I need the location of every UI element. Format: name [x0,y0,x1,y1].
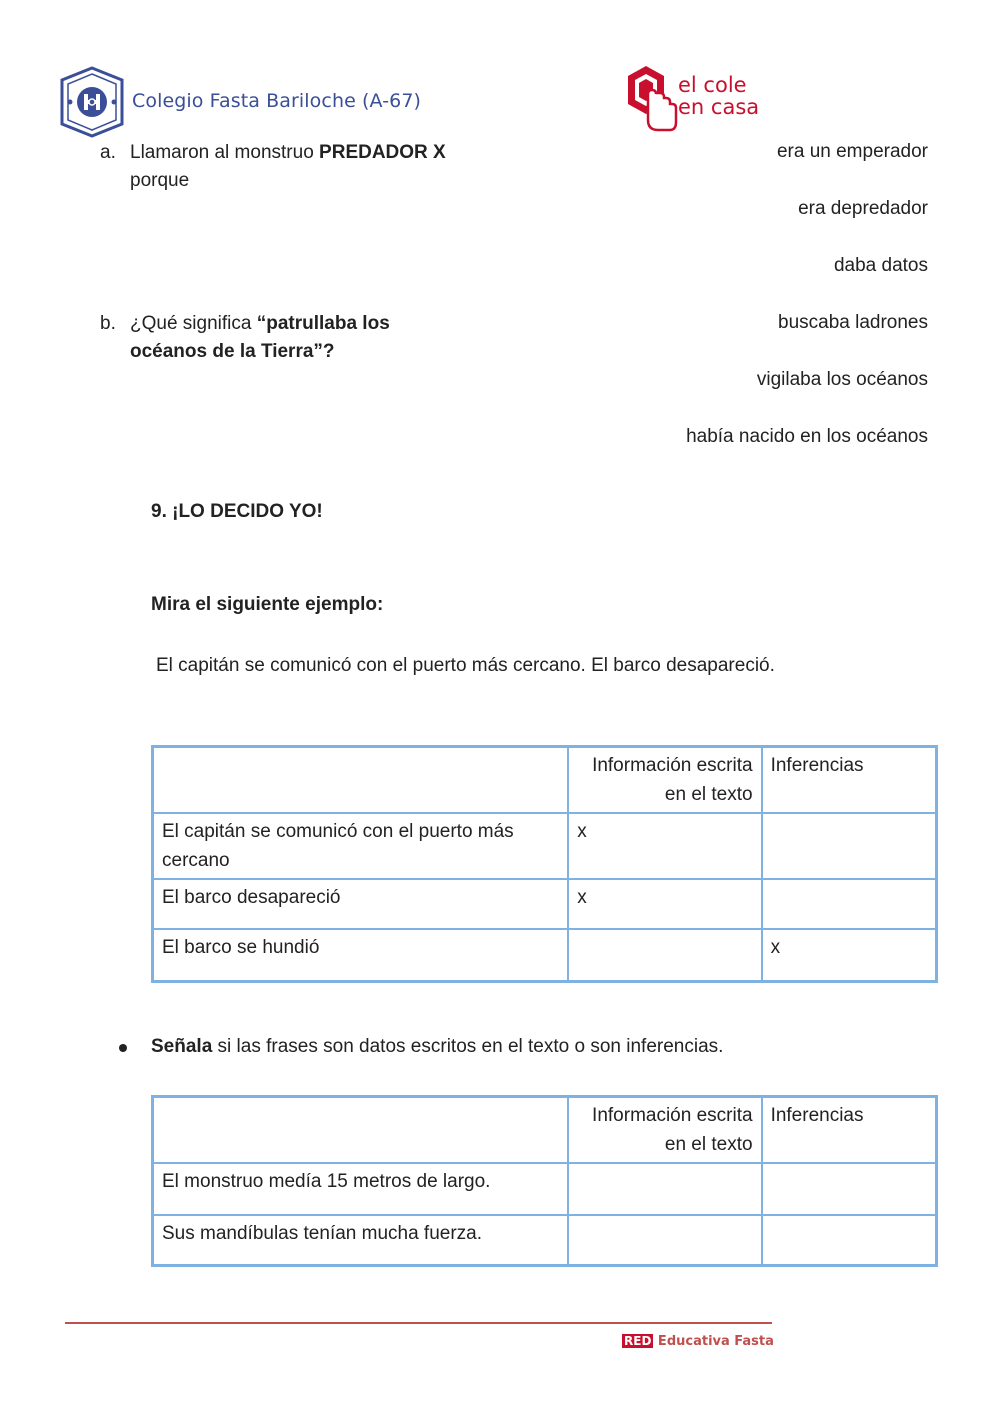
section-title: 9. ¡LO DECIDO YO! [151,501,323,522]
row-statement: El barco se hundió [153,929,568,981]
question-a-text [130,139,510,195]
row-statement: El monstruo medía 15 metros de largo. [153,1163,568,1215]
question-a-marker: a. [100,142,116,163]
school-seal-logo [58,66,126,138]
option-a-2[interactable]: era depredador [798,198,928,219]
question-a-plain: Llamaron al monstruo [130,142,320,163]
footer-brand [622,1329,774,1351]
instruction-rest: si las frases son datos escritos en el texto o son inferencias. [212,1036,724,1057]
answer-cell-info[interactable] [568,1215,761,1265]
table-row [153,813,936,879]
example-sentence: El capitán se comunicó con el puerto más cercano. El barco desapareció. [156,655,775,676]
instruction-bold: Señala [151,1036,213,1057]
row-statement: Sus mandíbulas tenían mucha fuerza. [153,1215,568,1265]
footer-divider [65,1322,772,1324]
answer-cell-inference[interactable] [762,1163,936,1215]
header-cell-info [568,747,761,813]
header-info-text: Información escrita en el texto [592,1105,753,1155]
answer-cell-info[interactable] [568,1163,761,1215]
row-inference-mark [762,813,936,879]
question-b-marker: b. [100,313,116,334]
row-statement: El capitán se comunicó con el puerto más cercano [153,813,568,879]
row-info-mark: x [568,879,761,929]
row-info-mark: x [568,813,761,879]
bullet-icon [119,1044,127,1052]
question-a-bold: PREDADOR X [319,142,446,163]
option-a-1[interactable]: era un emperador [776,141,928,162]
table-row [153,1163,936,1215]
question-b-bold-1: “patrullaba los [256,313,390,334]
cole-line-1: el cole [678,73,747,97]
table-header-row [153,1097,936,1163]
row-inference-mark [762,879,936,929]
question-b-bold-2: océanos de la Tierra”? [130,341,335,362]
school-name: Colegio Fasta Bariloche (A-67) [132,90,422,112]
option-b-1[interactable]: buscaba ladrones [778,312,928,333]
example-heading: Mira el siguiente ejemplo: [151,594,384,615]
table-row [153,879,936,929]
header-cell-inferences: Inferencias [762,1097,936,1163]
exercise-table [151,1095,938,1267]
footer-text: Educativa Fasta [653,1334,774,1349]
table-row [153,929,936,981]
instruction-text [151,1036,723,1058]
header-cell-info [568,1097,761,1163]
table-header-row [153,747,936,813]
example-table [151,745,938,983]
question-a-line2: porque [130,170,190,191]
footer-red-label: RED [624,1334,652,1348]
option-b-2[interactable]: vigilaba los océanos [756,369,928,390]
row-info-mark [568,929,761,981]
question-b-text [130,310,510,366]
header-cell-inferences: Inferencias [762,747,936,813]
answer-cell-inference[interactable] [762,1215,936,1265]
option-b-3[interactable]: había nacido en los océanos [686,426,928,447]
el-cole-en-casa-logo [626,64,776,136]
row-statement: El barco desapareció [153,879,568,929]
header-info-text: Información escrita en el texto [592,755,753,805]
option-a-3[interactable]: daba datos [833,255,928,276]
question-b-plain: ¿Qué significa [130,313,257,334]
table-row [153,1215,936,1265]
cole-line-2: en casa [678,95,760,119]
header-cell-empty [153,1097,568,1163]
row-inference-mark: x [762,929,936,981]
header-cell-empty [153,747,568,813]
